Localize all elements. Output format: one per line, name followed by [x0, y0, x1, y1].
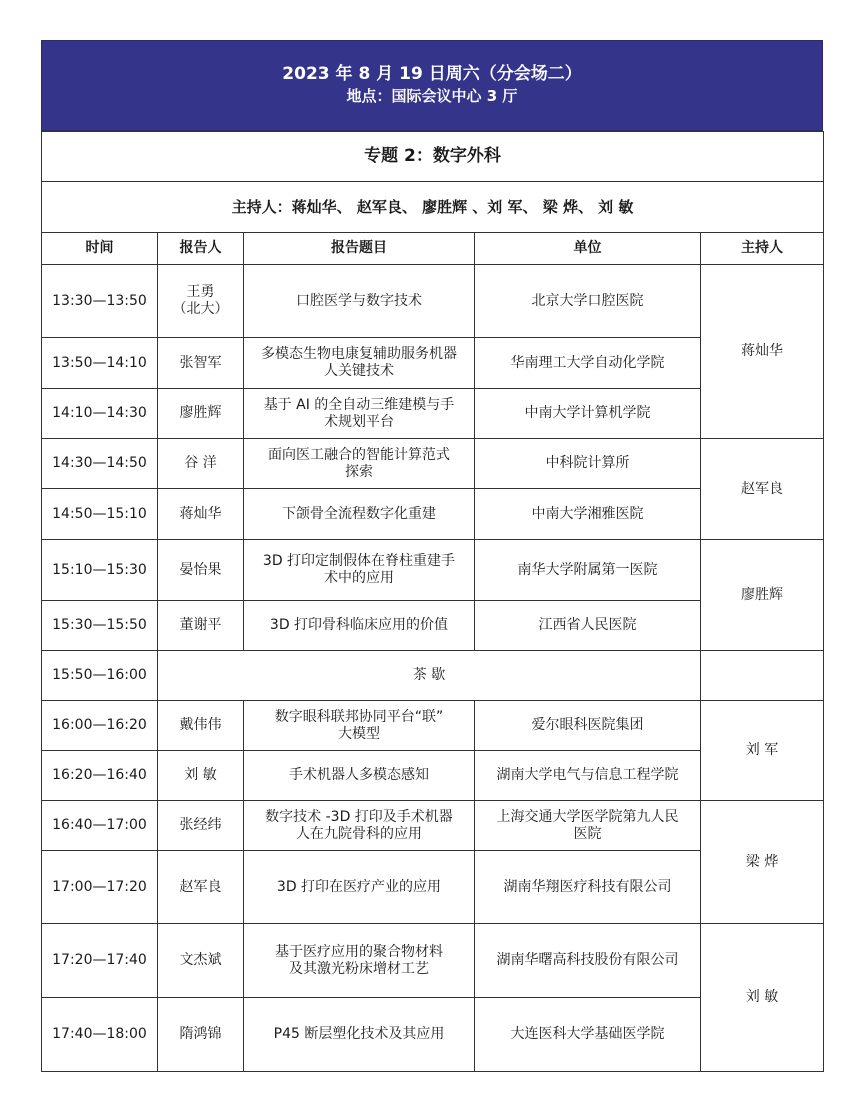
moderator-cell: 刘 军 — [701, 701, 824, 801]
time-cell: 16:00—16:20 — [42, 701, 158, 751]
time-cell: 14:10—14:30 — [42, 389, 158, 439]
column-header-time: 时间 — [42, 233, 158, 265]
column-header-moderator: 主持人 — [701, 233, 824, 265]
table-row — [42, 265, 824, 338]
column-header-unit: 单位 — [475, 233, 701, 265]
unit-cell: 华南理工大学自动化学院 — [475, 338, 701, 389]
table-row — [42, 439, 824, 489]
time-cell: 17:20—17:40 — [42, 924, 158, 998]
unit-cell: 中科院计算所 — [475, 439, 701, 489]
time-cell: 16:20—16:40 — [42, 751, 158, 801]
column-header-title: 报告题目 — [244, 233, 475, 265]
time-cell: 15:10—15:30 — [42, 540, 158, 601]
unit-cell: 南华大学附属第一医院 — [475, 540, 701, 601]
time-cell: 13:30—13:50 — [42, 265, 158, 338]
hosts-line: 主持人：蒋灿华、 赵军良、 廖胜辉 、刘 军、 梁 烨、 刘 敏 — [42, 182, 824, 233]
table-row — [42, 801, 824, 851]
unit-cell: 湖南华翔医疗科技有限公司 — [475, 851, 701, 924]
schedule-sheet — [41, 40, 823, 1072]
time-cell: 13:50—14:10 — [42, 338, 158, 389]
speaker-cell: 蒋灿华 — [158, 489, 244, 540]
speaker-cell: 张经纬 — [158, 801, 244, 851]
time-cell: 15:50—16:00 — [42, 651, 158, 701]
break-label: 茶 歇 — [158, 651, 701, 701]
unit-cell: 湖南华曙高科技股份有限公司 — [475, 924, 701, 998]
column-header-speaker: 报告人 — [158, 233, 244, 265]
moderator-cell: 刘 敏 — [701, 924, 824, 1072]
time-cell: 14:30—14:50 — [42, 439, 158, 489]
speaker-cell: 董谢平 — [158, 601, 244, 651]
time-cell: 17:40—18:00 — [42, 998, 158, 1072]
unit-cell: 北京大学口腔医院 — [475, 265, 701, 338]
title-cell: 数字眼科联邦协同平台“联” 大模型 — [244, 701, 475, 751]
session-date: 2023 年 8 月 19 日周六（分会场二） — [282, 64, 582, 84]
unit-cell: 江西省人民医院 — [475, 601, 701, 651]
speaker-cell: 廖胜辉 — [158, 389, 244, 439]
title-cell: 手术机器人多模态感知 — [244, 751, 475, 801]
unit-cell: 上海交通大学医学院第九人民 医院 — [475, 801, 701, 851]
title-cell: 面向医工融合的智能计算范式 探索 — [244, 439, 475, 489]
speaker-cell: 隋鸿锦 — [158, 998, 244, 1072]
time-cell: 14:50—15:10 — [42, 489, 158, 540]
unit-cell: 中南大学湘雅医院 — [475, 489, 701, 540]
speaker-cell: 谷 洋 — [158, 439, 244, 489]
title-cell: 多模态生物电康复辅助服务机器 人关键技术 — [244, 338, 475, 389]
title-cell: 3D 打印在医疗产业的应用 — [244, 851, 475, 924]
title-cell: 口腔医学与数字技术 — [244, 265, 475, 338]
title-cell: 基于医疗应用的聚合物材料 及其激光粉床增材工艺 — [244, 924, 475, 998]
header-banner — [41, 40, 823, 131]
speaker-cell: 戴伟伟 — [158, 701, 244, 751]
moderator-cell: 赵军良 — [701, 439, 824, 540]
session-venue: 地点：国际会议中心 3 厅 — [346, 87, 518, 105]
unit-cell: 爱尔眼科医院集团 — [475, 701, 701, 751]
moderator-cell: 梁 烨 — [701, 801, 824, 924]
moderator-cell-empty — [701, 651, 824, 701]
title-cell: 3D 打印骨科临床应用的价值 — [244, 601, 475, 651]
speaker-cell: 王勇 （北大） — [158, 265, 244, 338]
speaker-cell: 刘 敏 — [158, 751, 244, 801]
title-cell: 数字技术 -3D 打印及手术机器 人在九院骨科的应用 — [244, 801, 475, 851]
time-cell: 17:00—17:20 — [42, 851, 158, 924]
title-cell: 下颌骨全流程数字化重建 — [244, 489, 475, 540]
topic-title: 专题 2：数字外科 — [42, 132, 824, 182]
unit-cell: 湖南大学电气与信息工程学院 — [475, 751, 701, 801]
moderator-cell: 蒋灿华 — [701, 265, 824, 439]
moderator-cell: 廖胜辉 — [701, 540, 824, 651]
break-row — [42, 651, 824, 701]
table-row — [42, 924, 824, 998]
table-row — [42, 701, 824, 751]
speaker-cell: 赵军良 — [158, 851, 244, 924]
unit-cell: 中南大学计算机学院 — [475, 389, 701, 439]
speaker-cell: 文杰斌 — [158, 924, 244, 998]
title-cell: 基于 AI 的全自动三维建模与手 术规划平台 — [244, 389, 475, 439]
title-cell: 3D 打印定制假体在脊柱重建手 术中的应用 — [244, 540, 475, 601]
title-cell: P45 断层塑化技术及其应用 — [244, 998, 475, 1072]
time-cell: 15:30—15:50 — [42, 601, 158, 651]
unit-cell: 大连医科大学基础医学院 — [475, 998, 701, 1072]
schedule-table — [41, 131, 824, 1072]
speaker-cell: 张智军 — [158, 338, 244, 389]
time-cell: 16:40—17:00 — [42, 801, 158, 851]
speaker-cell: 晏怡果 — [158, 540, 244, 601]
table-row — [42, 540, 824, 601]
